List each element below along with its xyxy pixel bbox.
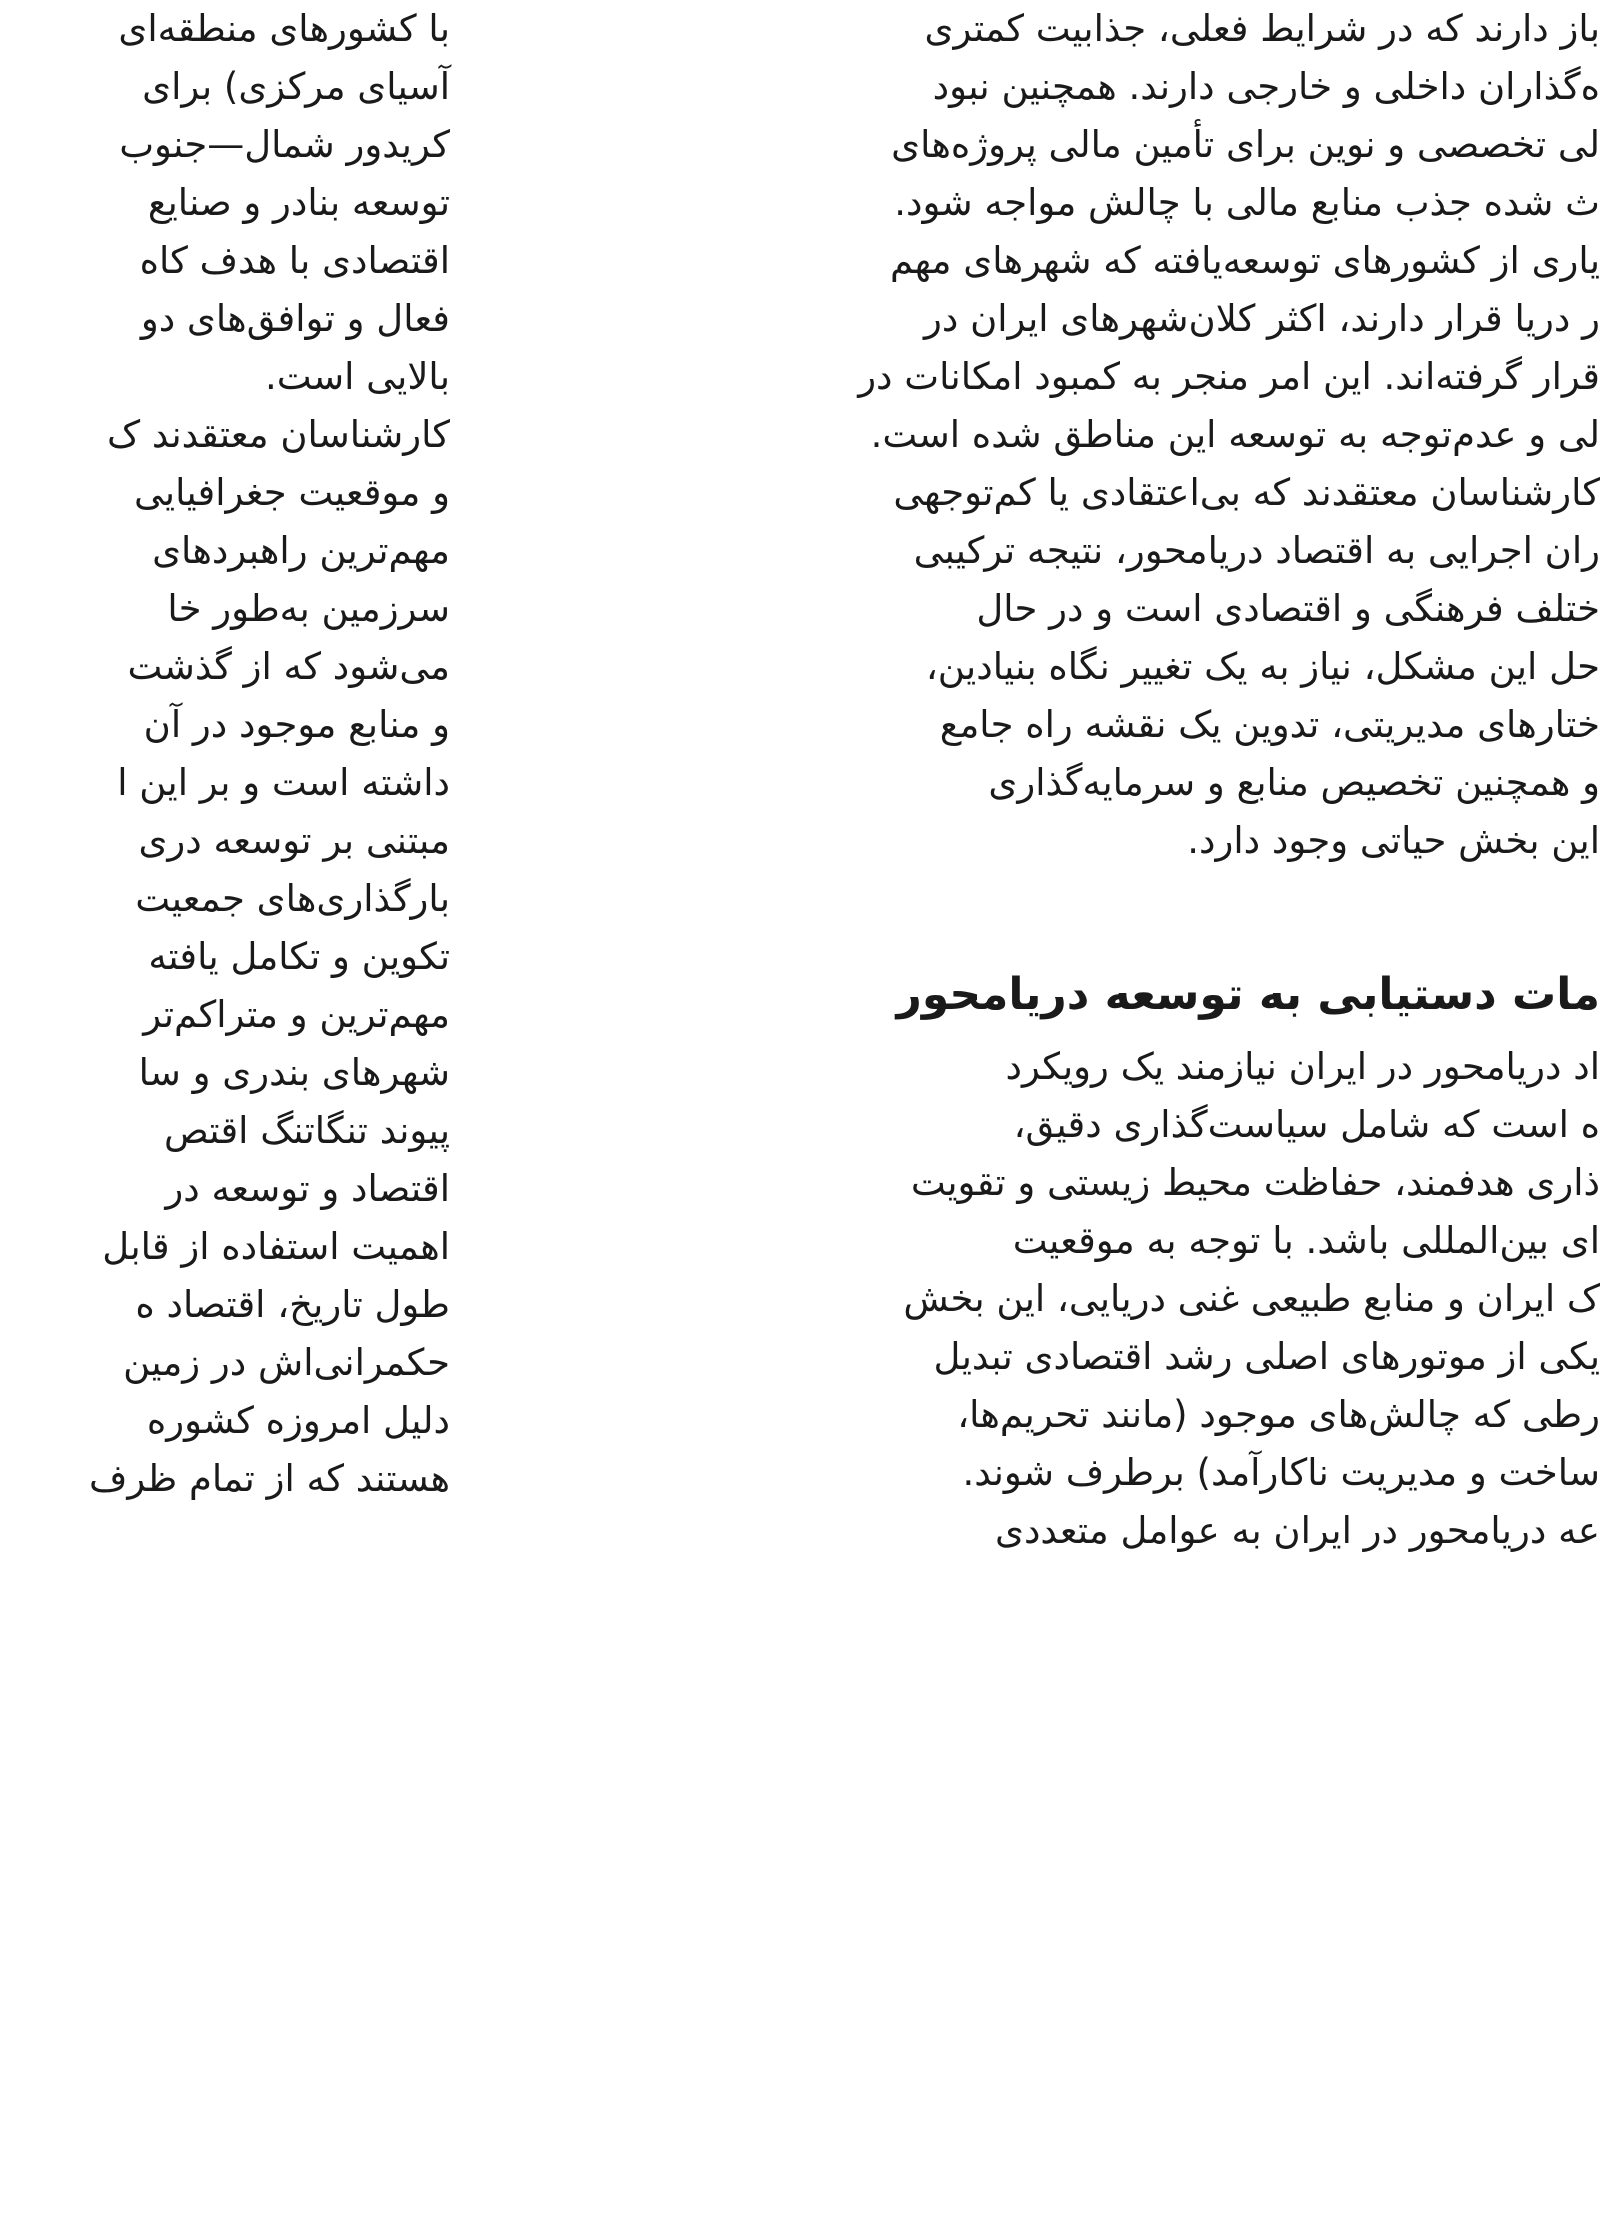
text-line: تکوین و تکامل یافته <box>148 935 450 978</box>
text-line: سرزمین به‌طور خا <box>167 587 450 630</box>
text-line: باز دارند که در شرایط فعلی، جذابیت کمتری <box>924 7 1600 50</box>
text-line: کریدور شمال—جنوب <box>119 123 450 166</box>
text-line: ه است که شامل سیاست‌گذاری دقیق، <box>1013 1103 1600 1146</box>
text-line: ساخت و مدیریت ناکارآمد) برطرف شوند. <box>962 1451 1600 1494</box>
text-line: ث شده جذب منابع مالی با چالش مواجه شود. <box>894 181 1600 224</box>
text-line: و همچنین تخصیص منابع و سرمایه‌گذاری <box>988 761 1600 804</box>
text-line: بارگذاری‌های جمعیت <box>135 877 450 920</box>
text-line: اقتصاد و توسعه در <box>165 1167 450 1210</box>
text-line: اد دریامحور در ایران نیازمند یک رویکرد <box>1005 1045 1600 1088</box>
paragraph-4 <box>540 1502 1600 1560</box>
text-line: ختلف فرهنگی و اقتصادی است و در حال <box>976 587 1600 630</box>
text-line: کارشناسان معتقدند ک <box>107 413 450 456</box>
text-line: ای بین‌المللی باشد. با توجه به موقعیت <box>1012 1219 1600 1262</box>
paragraph-1 <box>540 0 1600 464</box>
text-line: ک ایران و منابع طبیعی غنی دریایی، این بخش <box>903 1277 1600 1320</box>
text-line: ران اجرایی به اقتصاد دریامحور، نتیجه ترکیبی <box>913 529 1600 572</box>
text-line: مهم‌ترین راهبردهای <box>152 529 450 572</box>
text-line: دلیل امروزه کشوره <box>146 1399 450 1442</box>
text-line: شهرهای بندری و سا <box>138 1051 450 1094</box>
text-line: بالایی است. <box>265 355 450 398</box>
text-line: لی تخصصی و نوین برای تأمین مالی پروژه‌های <box>891 123 1600 166</box>
section-heading: مات دستیابی به توسعه دریامحور <box>896 969 1600 1020</box>
text-line: مهم‌ترین و متراکم‌تر <box>143 993 450 1036</box>
text-line: اهمیت استفاده از قابل <box>102 1225 450 1268</box>
text-line: قرار گرفته‌اند. این امر منجر به کمبود امکانات در <box>858 355 1600 398</box>
text-line: یکی از موتورهای اصلی رشد اقتصادی تبدیل <box>933 1335 1600 1378</box>
paragraph-3 <box>540 1038 1600 1502</box>
paragraph-2 <box>540 464 1600 870</box>
left-text-column <box>0 0 450 2240</box>
text-line: این بخش حیاتی وجود دارد. <box>1187 819 1600 862</box>
text-line: با کشورهای منطقه‌ای <box>118 7 450 50</box>
text-line: و موقعیت جغرافیایی <box>133 471 450 514</box>
text-line: کارشناسان معتقدند که بی‌اعتقادی یا کم‌توجهی <box>893 471 1600 514</box>
text-line: ه‌گذاران داخلی و خارجی دارند. همچنین نبود <box>932 65 1600 108</box>
text-line: فعال و توافق‌های دو <box>140 297 450 340</box>
text-line: حکمرانی‌اش در زمین <box>123 1341 450 1384</box>
text-line: ذاری هدفمند، حفاظت محیط زیستی و تقویت <box>910 1161 1600 1204</box>
text-line: هستند که از تمام ظرف <box>88 1457 450 1500</box>
text-line: توسعه بنادر و صنایع <box>147 181 450 224</box>
text-line: لی و عدم‌توجه به توسعه این مناطق شده است. <box>870 413 1600 456</box>
text-line: مبتنی بر توسعه دری <box>138 819 450 862</box>
text-line: و منابع موجود در آن <box>143 703 450 746</box>
text-line: اقتصادی با هدف کاه <box>139 239 450 282</box>
text-line: عه دریامحور در ایران به عوامل متعددی <box>994 1509 1600 1552</box>
text-line: ر دریا قرار دارند، اکثر کلان‌شهرهای ایران در <box>924 297 1600 340</box>
text-line: حل این مشکل، نیاز به یک تغییر نگاه بنیادین، <box>925 645 1600 688</box>
text-line: می‌شود که از گذشت <box>127 645 450 688</box>
text-line: پیوند تنگاتنگ اقتص <box>163 1109 450 1152</box>
right-text-column <box>540 0 1600 2240</box>
text-line: آسیای مرکزی) برای <box>142 65 450 108</box>
text-line: داشته است و بر این ا <box>117 761 450 804</box>
text-line: طول تاریخ، اقتصاد ه <box>135 1283 450 1326</box>
text-line: رطی که چالش‌های موجود (مانند تحریم‌ها، <box>957 1393 1600 1436</box>
text-line: ختارهای مدیریتی، تدوین یک نقشه راه جامع <box>939 703 1600 746</box>
text-line: یاری از کشورهای توسعه‌یافته که شهرهای مهم <box>890 239 1600 282</box>
